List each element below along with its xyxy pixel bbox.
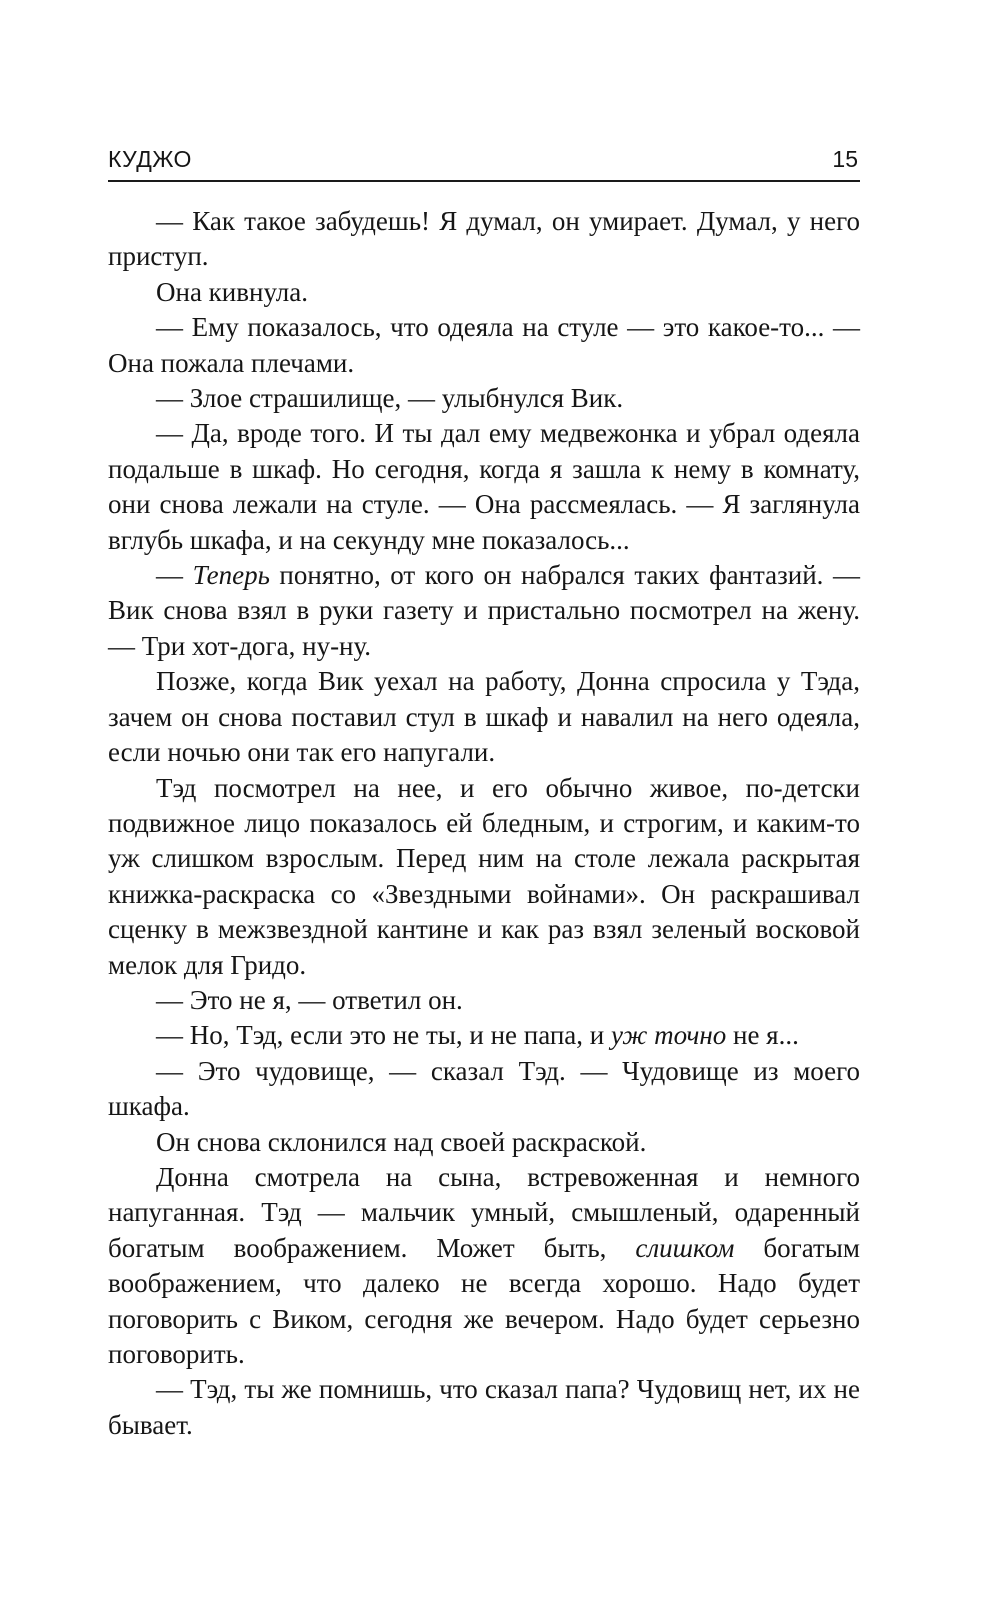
paragraph: [108, 1372, 860, 1443]
paragraph: [108, 771, 860, 983]
text-run: Донна смотрела на сына, встревоженная и немного напуганная. Тэд — мальчик умный, смышленый, одаренный богатым воображением. Может быть,: [108, 1161, 860, 1263]
text-run: понятно, от кого он набрался таких фантазий. — Вик снова взял в руки газету и пристально посмотрел на жену. — Три хот-дога, ну-ну.: [108, 560, 860, 661]
running-header: [108, 146, 860, 182]
paragraph: [108, 310, 860, 381]
paragraph: [108, 558, 860, 664]
paragraph: [108, 983, 860, 1018]
paragraph: [108, 1054, 860, 1125]
paragraph: [108, 204, 860, 275]
italic-text: Теперь: [192, 560, 270, 591]
text-run: не я...: [726, 1020, 799, 1051]
text-run: Тэд посмотрел на нее, и его обычно живое, по-детски подвижное лицо показалось ей бледным, и строгим, и каким-то уж слишком взрослым. Перед ним на столе лежала раскрытая книжка-раскраска со «Звездными войнами». Он раскрашивал сценку в межзвездной кантине и как раз взял зеленый восковой мелок для Гридо.: [108, 772, 860, 980]
text-run: —: [156, 560, 193, 591]
paragraph: [108, 381, 860, 416]
text-run: — Ему показалось, что одеяла на стуле — это какое-то... — Она пожала плечами.: [108, 312, 860, 378]
text-run: Он снова склонился над своей раскраской.: [156, 1126, 647, 1157]
body-text: [108, 204, 860, 1443]
text-run: — Злое страшилище, — улыбнулся Вик.: [156, 383, 624, 414]
text-run: богатым воображением, что далеко не всегда хорошо. Надо будет поговорить с Виком, сегодня же вечером. Надо будет серьезно поговорить.: [108, 1232, 861, 1369]
text-run: — Это чудовище, — сказал Тэд. — Чудовище из моего шкафа.: [108, 1055, 860, 1122]
page-number: 15: [832, 146, 858, 172]
paragraph: [108, 1160, 860, 1372]
text-run: — Да, вроде того. И ты дал ему медвежонка и убрал одеяла подальше в шкаф. Но сегодня, когда я зашла к нему в комнату, они снова лежали на стуле. — Она рассмеялась. — Я заглянула вглубь шкафа, и на секунду мне показалось...: [108, 418, 860, 555]
paragraph: [108, 1125, 860, 1160]
paragraph: [108, 664, 860, 770]
text-run: — Это не я, — ответил он.: [156, 984, 463, 1015]
paragraph: [108, 416, 860, 558]
text-run: — Как такое забудешь! Я думал, он умирает. Думал, у него приступ.: [108, 206, 860, 272]
text-run: — Но, Тэд, если это не ты, и не папа, и: [156, 1020, 611, 1051]
italic-text: уж точно: [610, 1020, 727, 1051]
text-run: Позже, когда Вик уехал на работу, Донна спросила у Тэда, зачем он снова поставил стул в шкаф и навалил на него одеяла, если ночью они так его напугали.: [108, 666, 860, 768]
paragraph: [108, 275, 860, 310]
text-run: Она кивнула.: [156, 276, 308, 307]
italic-text: слишком: [635, 1232, 735, 1263]
book-title: КУДЖО: [108, 146, 192, 172]
text-run: — Тэд, ты же помнишь, что сказал папа? Чудовищ нет, их не бывает.: [108, 1374, 860, 1440]
paragraph: [108, 1018, 860, 1053]
